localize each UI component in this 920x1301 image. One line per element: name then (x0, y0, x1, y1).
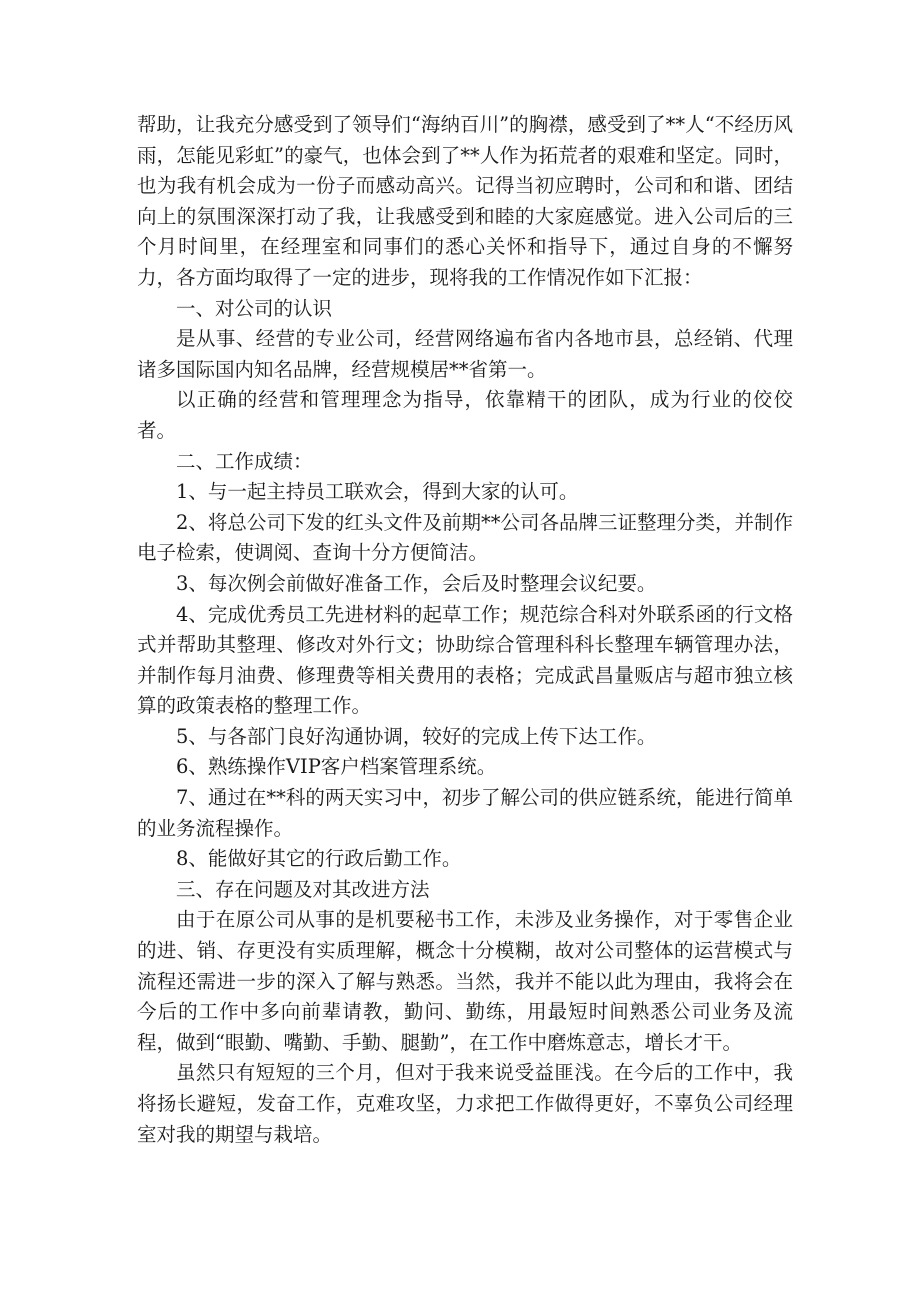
paragraph-problems: 由于在原公司从事的是机要秘书工作，未涉及业务操作，对于零售企业的进、销、存更没有实质理解，概念十分模糊，故对公司整体的运营模式与流程还需进一步的深入了解与熟悉。当然，我并不能以此为理由，我将会在今后的工作中多向前辈请教，勤问、勤练，用最短时间熟悉公司业务及流程，做到“眼勤、嘴勤、手勤、腿勤”，在工作中磨炼意志，增长才干。 (137, 908, 793, 1054)
list-item-achievement-7: 7、通过在**科的两天实习中，初步了解公司的供应链系统，能进行简单的业务流程操作。 (137, 786, 793, 840)
paragraph-intro: 帮助，让我充分感受到了领导们“海纳百川”的胸襟，感受到了**人“不经历风雨，怎能见彩虹”的豪气，也体会到了**人作为拓荒者的艰难和坚定。同时，也为我有机会成为一份子而感动高兴。记得当初应聘时，公司和和谐、团结向上的氛围深深打动了我，让我感受到和睦的大家庭感觉。进入公司后的三个月时间里，在经理室和同事们的悉心关怀和指导下，通过自身的不懈努力，各方面均取得了一定的进步，现将我的工作情况作如下汇报： (137, 113, 793, 289)
paragraph-conclusion: 虽然只有短短的三个月，但对于我来说受益匪浅。在今后的工作中，我将扬长避短，发奋工作，克难攻坚，力求把工作做得更好，不辜负公司经理室对我的期望与栽培。 (137, 1061, 793, 1146)
list-item-achievement-6: 6、熟练操作VIP客户档案管理系统。 (176, 755, 497, 779)
list-item-achievement-8: 8、能做好其它的行政后勤工作。 (176, 847, 462, 871)
list-item-achievement-5: 5、与各部门良好沟通协调，较好的完成上传下达工作。 (176, 724, 657, 748)
section-heading-problems: 三、存在问题及对其改进方法 (176, 877, 430, 901)
list-item-achievement-3: 3、每次例会前做好准备工作，会后及时整理会议纪要。 (176, 571, 657, 595)
paragraph-company-2: 以正确的经营和管理理念为指导，依靠精干的团队，成为行业的佼佼者。 (137, 388, 793, 442)
section-heading-achievements: 二、工作成绩： (176, 449, 313, 473)
document-body (137, 110, 793, 1150)
section-heading-company: 一、对公司的认识 (176, 296, 333, 320)
paragraph-company-1: 是从事、经营的专业公司，经营网络遍布省内各地市县，总经销、代理诸多国际国内知名品牌，经营规模居**省第一。 (137, 327, 793, 381)
list-item-achievement-4: 4、完成优秀员工先进材料的起草工作；规范综合科对外联系函的行文格式并帮助其整理、修改对外行文；协助综合管理科科长整理车辆管理办法，并制作每月油费、修理费等相关费用的表格；完成武昌量贩店与超市独立核算的政策表格的整理工作。 (137, 602, 793, 718)
list-item-achievement-1: 1、与一起主持员工联欢会，得到大家的认可。 (176, 480, 579, 504)
list-item-achievement-2: 2、将总公司下发的红头文件及前期**公司各品牌三证整理分类，并制作电子检索，使调阅、查询十分方便简洁。 (137, 510, 793, 565)
